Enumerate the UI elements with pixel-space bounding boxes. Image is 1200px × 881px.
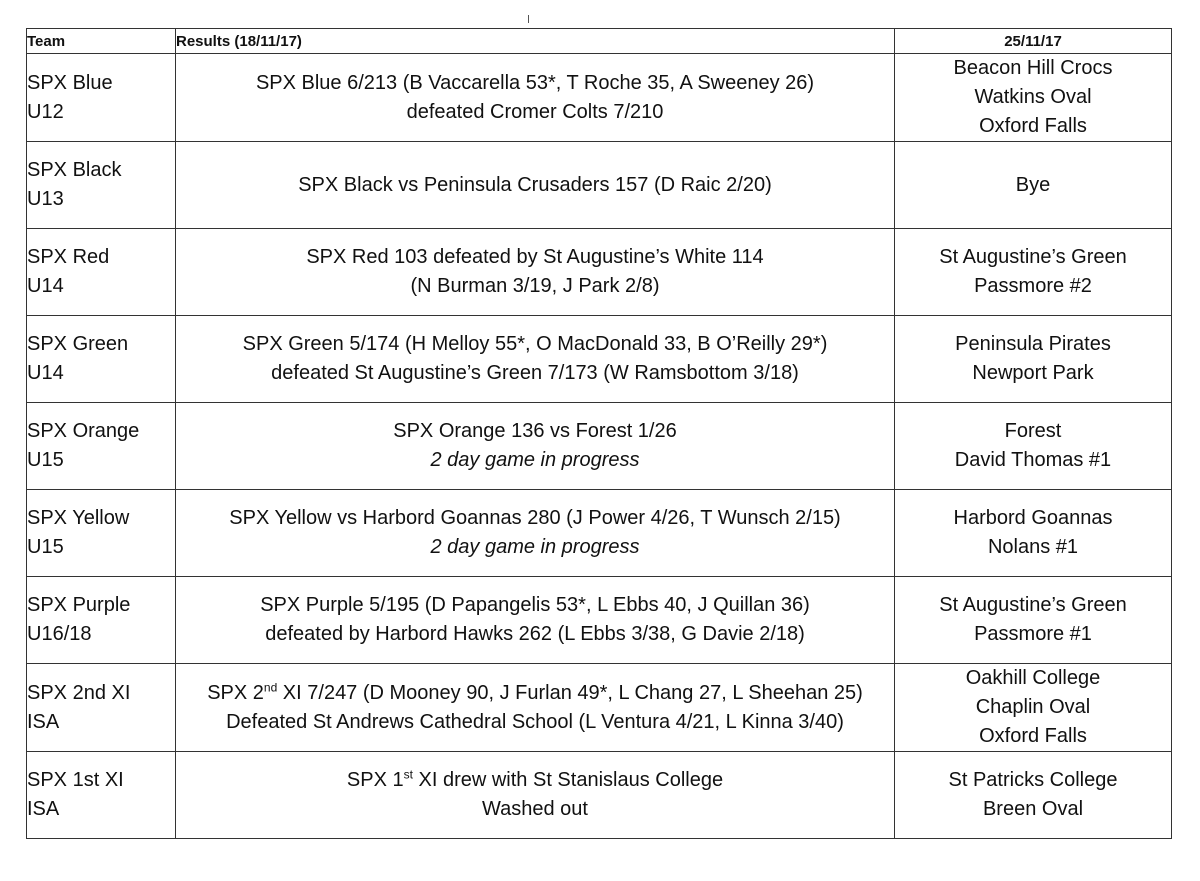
next-round-cell xyxy=(895,229,1172,316)
result-text: SPX Blue 6/213 (B Vaccarella 53*, T Roche 35, A Sweeney 26) xyxy=(255,71,815,94)
team-cell xyxy=(27,403,176,490)
result-text: defeated St Augustine’s Green 7/173 (W Ramsbottom 3/18) xyxy=(271,362,799,384)
next-round-line: Beacon Hill Crocs xyxy=(953,57,1113,79)
team-cell xyxy=(27,142,176,229)
next-round-line: Chaplin Oval xyxy=(975,696,1091,718)
table-row xyxy=(27,403,1172,490)
team-name: SPX Purple xyxy=(27,594,131,616)
result-text: defeated Cromer Colts 7/210 xyxy=(406,100,664,123)
next-round-line: St Augustine’s Green xyxy=(939,246,1127,268)
header-next-round: 25/11/17 xyxy=(895,29,1172,54)
team-name: SPX Red xyxy=(27,246,110,268)
next-round-cell xyxy=(895,142,1172,229)
next-round-cell xyxy=(895,403,1172,490)
result-line xyxy=(176,330,894,359)
next-round-line: St Patricks College xyxy=(948,769,1118,791)
result-line xyxy=(176,504,894,533)
next-round-line: Breen Oval xyxy=(982,798,1084,820)
team-cell xyxy=(27,316,176,403)
next-round-line: Passmore #1 xyxy=(974,623,1092,645)
result-cell xyxy=(176,403,895,490)
next-round-line: David Thomas #1 xyxy=(954,449,1112,471)
team-cell xyxy=(27,54,176,142)
result-cell xyxy=(176,752,895,839)
next-round-line: Oxford Falls xyxy=(979,115,1087,137)
team-name: SPX 1st XI xyxy=(27,769,124,791)
team-grade: U12 xyxy=(27,100,64,123)
result-text: SPX 1 xyxy=(346,769,404,791)
result-line xyxy=(176,243,894,272)
result-line xyxy=(176,417,894,446)
result-line xyxy=(176,359,894,388)
result-text: defeated by Harbord Hawks 262 (L Ebbs 3/38, G Davie 2/18) xyxy=(265,623,805,645)
result-cell xyxy=(176,577,895,664)
team-grade: U14 xyxy=(27,362,64,384)
page-edge-mark xyxy=(528,15,529,23)
result-cell xyxy=(176,229,895,316)
next-round-line: Passmore #2 xyxy=(974,275,1092,297)
result-line xyxy=(176,69,894,98)
result-text: SPX Yellow vs Harbord Goannas 280 (J Power 4/26, T Wunsch 2/15) xyxy=(229,507,841,529)
next-round-line: Peninsula Pirates xyxy=(955,333,1111,355)
team-name: SPX Orange xyxy=(27,420,140,442)
table-row xyxy=(27,316,1172,403)
ordinal-suffix: st xyxy=(403,767,413,782)
result-line xyxy=(176,98,894,127)
next-round-line: Nolans #1 xyxy=(987,536,1079,558)
result-line xyxy=(176,591,894,620)
result-line xyxy=(176,708,894,737)
result-line xyxy=(176,795,894,824)
result-text: SPX Purple 5/195 (D Papangelis 53*, L Ebbs 40, J Quillan 36) xyxy=(260,594,810,616)
team-cell xyxy=(27,490,176,577)
result-text: SPX Red 103 defeated by St Augustine’s White 114 xyxy=(306,246,764,268)
team-grade: U14 xyxy=(27,275,64,297)
team-cell xyxy=(27,664,176,752)
result-line xyxy=(176,620,894,649)
result-text: Defeated St Andrews Cathedral School (L Ventura 4/21, L Kinna 3/40) xyxy=(226,710,844,733)
team-name: SPX Green xyxy=(27,333,129,355)
next-round-cell xyxy=(895,664,1172,752)
next-round-cell xyxy=(895,316,1172,403)
team-grade: ISA xyxy=(27,798,60,820)
result-text: 2 day game in progress xyxy=(430,536,640,558)
next-round-line: Bye xyxy=(1015,173,1051,196)
result-cell xyxy=(176,316,895,403)
next-round-line: Forest xyxy=(1004,420,1062,442)
next-round-cell xyxy=(895,577,1172,664)
next-round-line: Newport Park xyxy=(972,362,1094,384)
next-round-line: St Augustine’s Green xyxy=(939,594,1127,616)
ordinal-suffix: nd xyxy=(263,679,278,694)
next-round-line: Oakhill College xyxy=(965,667,1101,689)
result-cell xyxy=(176,54,895,142)
team-name: SPX Yellow xyxy=(27,507,130,529)
result-cell xyxy=(176,142,895,229)
table-row xyxy=(27,229,1172,316)
team-name: SPX 2nd XI xyxy=(27,681,131,704)
team-cell xyxy=(27,577,176,664)
next-round-line: Oxford Falls xyxy=(979,725,1087,747)
team-name: SPX Black xyxy=(27,159,122,181)
result-text: SPX 2 xyxy=(207,681,264,704)
result-cell xyxy=(176,664,895,752)
team-name: SPX Blue xyxy=(27,71,113,94)
team-grade: ISA xyxy=(27,710,60,733)
header-team: Team xyxy=(27,29,176,54)
team-grade: U15 xyxy=(27,449,64,471)
table-row xyxy=(27,577,1172,664)
next-round-line: Watkins Oval xyxy=(974,86,1092,108)
result-line xyxy=(176,533,894,562)
table-row xyxy=(27,752,1172,839)
result-line xyxy=(176,679,894,708)
table-row xyxy=(27,142,1172,229)
team-cell xyxy=(27,229,176,316)
result-line xyxy=(176,766,894,795)
result-line xyxy=(176,272,894,301)
next-round-cell xyxy=(895,752,1172,839)
table-row xyxy=(27,664,1172,752)
header-results: Results (18/11/17) xyxy=(176,29,895,54)
result-cell xyxy=(176,490,895,577)
result-text: XI drew with St Stanislaus College xyxy=(412,769,724,791)
next-round-cell xyxy=(895,54,1172,142)
table-row xyxy=(27,54,1172,142)
result-text: SPX Orange 136 vs Forest 1/26 xyxy=(393,420,677,442)
next-round-cell xyxy=(895,490,1172,577)
result-text: SPX Black vs Peninsula Crusaders 157 (D Raic 2/20) xyxy=(298,173,772,196)
table-row xyxy=(27,490,1172,577)
header-row xyxy=(27,29,1172,54)
team-grade: U16/18 xyxy=(27,623,92,645)
team-cell xyxy=(27,752,176,839)
result-text: (N Burman 3/19, J Park 2/8) xyxy=(410,275,660,297)
result-text: SPX Green 5/174 (H Melloy 55*, O MacDonald 33, B O’Reilly 29*) xyxy=(242,333,828,355)
team-grade: U15 xyxy=(27,536,64,558)
team-grade: U13 xyxy=(27,188,64,210)
result-text: Washed out xyxy=(482,798,588,820)
result-text: XI 7/247 (D Mooney 90, J Furlan 49*, L Chang 27, L Sheehan 25) xyxy=(277,681,863,704)
results-table xyxy=(26,28,1172,839)
result-line xyxy=(176,171,894,200)
result-text: 2 day game in progress xyxy=(430,449,640,471)
next-round-line: Harbord Goannas xyxy=(953,507,1113,529)
result-line xyxy=(176,446,894,475)
